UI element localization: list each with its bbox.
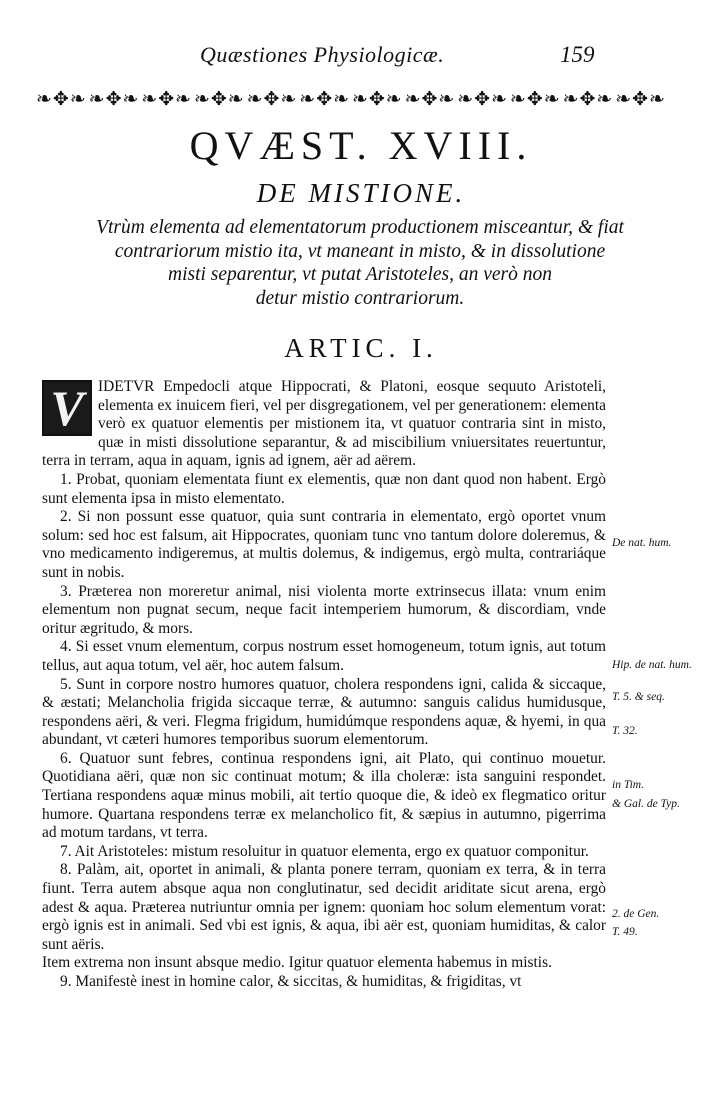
ornament-icon: ❧✥❧ xyxy=(562,88,614,110)
quaestio-title: QVÆST. XVIII. xyxy=(189,123,533,168)
paragraph-8-continued: Item extrema non insunt absque medio. Igitur quatuor elementa habemus in mistis. xyxy=(42,954,552,972)
ornament-icon: ❧✥❧ xyxy=(299,88,351,110)
body-text xyxy=(42,378,606,992)
question-statement xyxy=(70,216,650,310)
ornament-icon: ❧✥❧ xyxy=(457,88,509,110)
intro-text: IDETVR Empedocli atque Hippocrati, & Platoni, eosque sequuto Aristoteli, elementa ex inuicem fieri, vel per disgregationem, vel per generationem: elementa verò ex quatuor elementis per mistionem ita, vt quatuor contraria sint in misto, quæ in misti dissolutione separantur, & ad miscibilium vniuersitates reuertuntur, terra in terram, aqua in aquam, ignis ad ignem, aër ad aërem. xyxy=(42,378,606,470)
margin-note: T. 49. xyxy=(612,926,638,938)
ornament-band xyxy=(36,86,666,112)
running-head: Quæstiones Physiologicæ. xyxy=(200,42,445,67)
margin-note: 2. de Gen. xyxy=(612,908,660,920)
ornament-icon: ❧✥❧ xyxy=(141,88,193,110)
question-line: contrariorum mistio ita, vt maneant in misto, & in dissolutione xyxy=(114,240,606,262)
ornament-icon: ❧✥❧ xyxy=(88,88,140,110)
article-heading: ARTIC. I. xyxy=(284,333,438,363)
ornament-icon: ❧✥❧ xyxy=(404,88,456,110)
drop-cap: V xyxy=(42,380,92,436)
paragraph-2: 2. Si non possunt esse quatuor, quia sunt contraria in elementato, ergò oportet vnum solum: sed hoc est falsum, ait Hippocrates, quoniam tunc vno tantum dolore doleremus, & vno medicamento indigeremus, at multis dolemus, & indigemus, ergò multa, contrariáque sunt in nobis. xyxy=(42,508,606,581)
ornament-icon: ❧✥❧ xyxy=(36,88,87,110)
paragraph-3: 3. Præterea non moreretur animal, nisi violenta morte extrinsecus illata: vnum enim elementum non pugnat secum, neque facit intemperiem humorum, & discordiam, vnde oritur ægritudo, & mors. xyxy=(42,582,606,637)
paragraph-7: 7. Ait Aristoteles: mistum resoluitur in quatuor elementa, ergo ex quatuor componitur. xyxy=(60,842,589,860)
quaestio-subject: DE MISTIONE. xyxy=(256,178,466,208)
margin-note: T. 32. xyxy=(612,725,638,737)
paragraph-5: 5. Sunt in corpore nostro humores quatuor, cholera respondens igni, calida & siccaque, & æstati; Melancholia frigida siccaque terræ, & autumno: sanguis calidus humidusque, respondens aëri, & veri. Flegma frigidum, humidúmque respondens aquæ, & hyemi, in qua abundant, vt cæteri humores temporibus suorum elementorum. xyxy=(42,675,606,749)
paragraph-9: 9. Manifestè inest in homine calor, & siccitas, & humiditas, & frigiditas, vt xyxy=(60,973,522,990)
paragraph-6: 6. Quatuor sunt febres, continua respondens igni, ait Plato, qui continuo mouetur. Quotidiana aëri, quæ non sic continuat motum; & illa choleræ: ista sanguini respondet. Tertiana respondens aquæ minus mobili, ait tertio quoque die, & ideò ex flegmatico oritur humore. Quartana respondens terræ ex melancholico fit, & sæpius in autumno, pigerrima ad motum tardans, vt terra. xyxy=(42,749,606,842)
paragraph-4: 4. Si esset vnum elementum, corpus nostrum esset homogeneum, totum ignis, aut totum tellus, aut aqua totum, vel aër, hoc autem falsum. xyxy=(42,638,606,674)
margin-note: De nat. hum. xyxy=(612,537,672,549)
margin-note: T. 5. & seq. xyxy=(612,691,665,703)
margin-note: in Tim. xyxy=(612,779,644,791)
paragraph-1: 1. Probat, quoniam elementata fiunt ex elementis, quæ non dant quod non habent. Ergò sunt elementa ipsa in misto elementato. xyxy=(42,470,606,507)
ornament-icon: ❧✥❧ xyxy=(615,88,666,110)
ornament-icon: ❧✥❧ xyxy=(509,88,561,110)
margin-note: & Gal. de Typ. xyxy=(612,798,680,810)
question-line: detur mistio contrariorum. xyxy=(255,287,465,309)
ornament-icon: ❧✥❧ xyxy=(193,88,245,110)
question-line: Vtrùm elementa ad elementatorum productionem misceantur, & fiat xyxy=(96,217,624,238)
ornament-icon: ❧✥❧ xyxy=(246,88,298,110)
question-line: misti separentur, vt putat Aristoteles, an verò non xyxy=(167,264,553,285)
page-number: 159 xyxy=(560,42,595,67)
paragraph-8: 8. Palàm, ait, oportet in animali, & planta ponere terram, quoniam ex terra, & in terra fiunt. Terra autem absque aqua non conglutinatur, sed decidit ariditate sicut arena, ergò adest & aqua. Præterea nutriuntur omnia per ignem: quoniam hoc solum elementum vorat: ergò ignis est in animali. Sed vbi est ignis, & aqua, ibi aër est, quoniam humiditas, & calor sunt aëris. xyxy=(42,861,606,953)
margin-note: Hip. de nat. hum. xyxy=(612,659,692,671)
intro-paragraph xyxy=(42,378,606,471)
ornament-icon: ❧✥❧ xyxy=(351,88,403,110)
